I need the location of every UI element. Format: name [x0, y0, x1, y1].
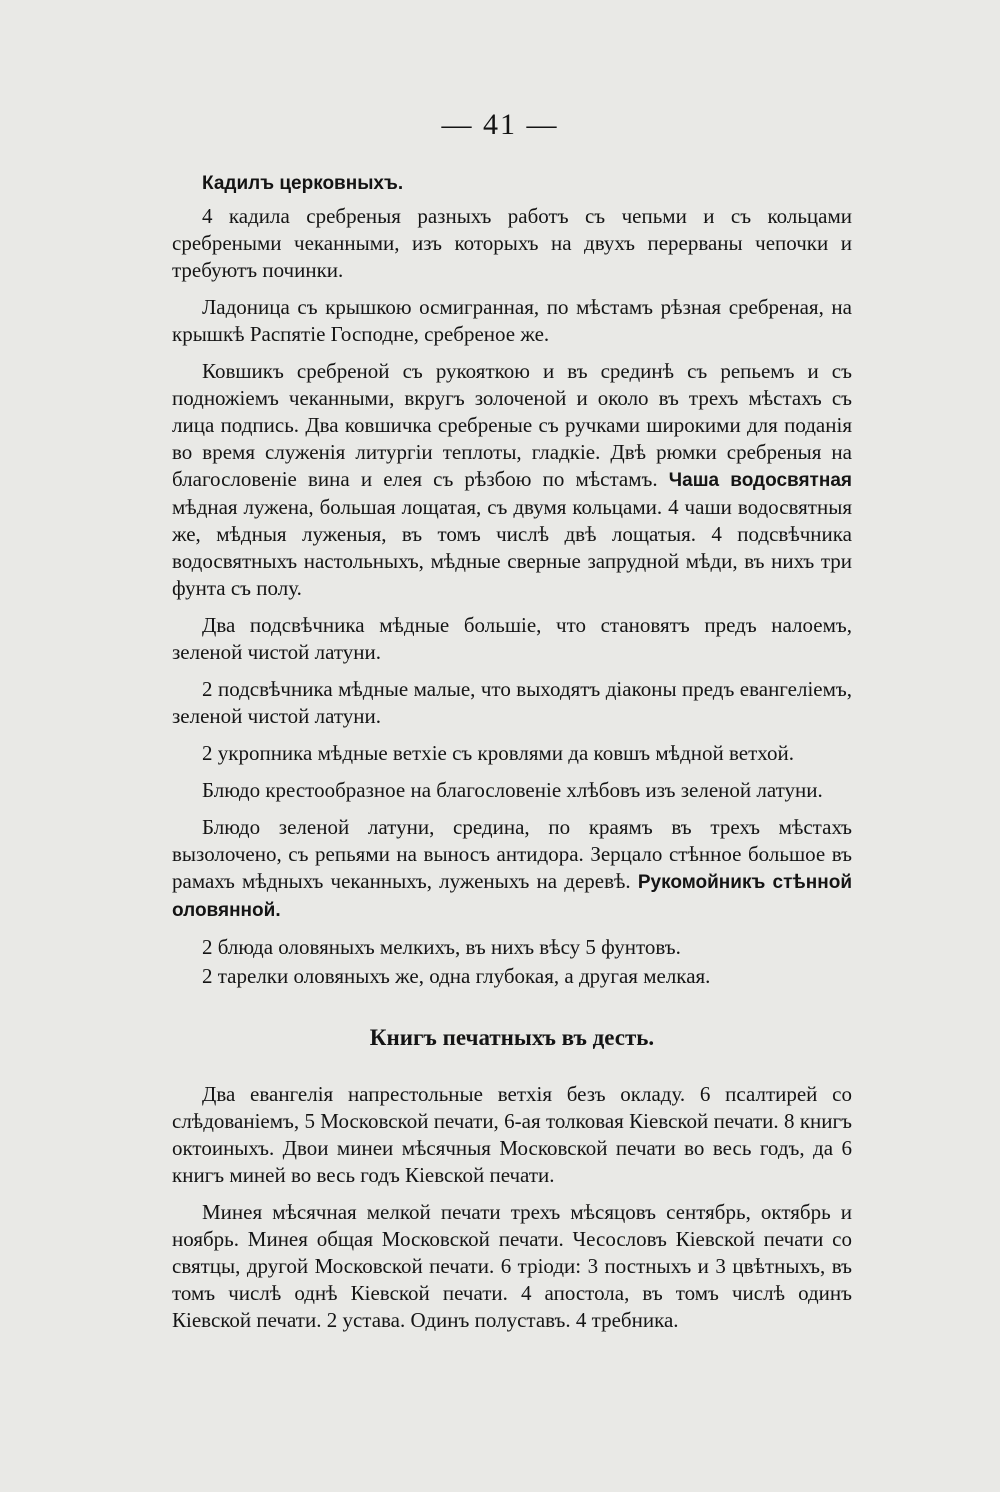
paragraph: Минея мѣсячная мелкой печати трехъ мѣсяцовъ сентябрь, октябрь и ноябрь. Минея общая Московской печати. Чесословъ Кіевской печати со святцы, другой Московской печати. 6 тріоди: 3 постныхъ и 3 цвѣтныхъ, въ томъ числѣ однѣ Кіевской печати. 4 апостола, въ томъ числѣ одинъ Кіевской печати. 2 устава. Одинъ полуставъ. 4 требника.	[172, 1200, 852, 1332]
section-heading: Кадилъ церковныхъ.	[202, 173, 404, 194]
paragraph-text: мѣдная лужена, большая лощатая, съ двумя кольцами. 4 чаши водосвятныя же, мѣдныя луженыя, въ томъ числѣ двѣ лощатыя. 4 подсвѣчника водосвятныхъ настольныхъ, мѣдные сверные запрудной мѣди, въ нихъ три фунта съ полу.	[172, 495, 852, 600]
paragraph-text: Блюдо зеленой латуни, средина, по краямъ въ трехъ мѣстахъ вызолочено, съ репьями на выносъ антидора. Зерцало стѣнное большое въ рамахъ мѣдныхъ чеканныхъ, луженыхъ на деревѣ.	[172, 815, 852, 893]
page-number: — 41 —	[441, 108, 559, 141]
paragraph: Два подсвѣчника мѣдные большіе, что становятъ предъ налоемъ, зеленой чистой латуни.	[172, 613, 852, 664]
paragraph: 2 подсвѣчника мѣдные малые, что выходятъ діаконы предъ евангеліемъ, зеленой чистой латуни.	[172, 677, 852, 728]
bold-term: Рукомойникъ стѣнной оловянной.	[172, 872, 852, 921]
section-heading: Книгъ печатныхъ въ десть.	[369, 1025, 655, 1050]
paragraph: 2 тарелки оловяныхъ же, одна глубокая, а другая мелкая.	[202, 964, 711, 988]
paragraph: 2 укропника мѣдные ветхіе съ кровлями да ковшъ мѣдной ветхой.	[202, 741, 794, 765]
section-church-censers	[172, 170, 852, 1344]
paragraph	[172, 814, 852, 924]
paragraph: Ладоница съ крышкою осмигранная, по мѣстамъ рѣзная сребреная, на крышкѣ Распятіе Господне, сребреное же.	[172, 295, 852, 346]
paragraph: Блюдо крестообразное на благословеніе хлѣбовъ изъ зеленой латуни.	[202, 778, 823, 802]
bold-term: Чаша водосвятная	[668, 470, 852, 491]
paragraph: Два евангелія напрестольные ветхія безъ окладу. 6 псалтирей со слѣдованіемъ, 5 Московской печати, 6-ая толковая Кіевской печати. 8 книгъ октоиныхъ. Двои минеи мѣсячныя Московской печати во весь годъ, да 6 книгъ миней во весь годъ Кіевской печати.	[172, 1082, 852, 1187]
paragraph: 2 блюда оловяныхъ мелкихъ, въ нихъ вѣсу 5 фунтовъ.	[202, 935, 681, 959]
paragraph	[172, 358, 852, 602]
paragraph-text: Ковшикъ сребреной съ рукояткою и въ срединѣ съ репьемъ и съ подножіемъ чеканными, вкругъ золоченой и около въ трехъ мѣстахъ съ лица подпись. Два ковшичка сребреные съ ручками широкими для поданія во время служенія литургіи теплоты, гладкіе. Двѣ рюмки сребреныя на благословеніе вина и елея съ рѣзбою по мѣстамъ.	[172, 359, 852, 491]
paragraph: 4 кадила сребреныя разныхъ работъ съ чепьми и съ кольцами сребреными чеканными, изъ которыхъ на двухъ перерваны чепочки и требуютъ починки.	[172, 204, 852, 282]
